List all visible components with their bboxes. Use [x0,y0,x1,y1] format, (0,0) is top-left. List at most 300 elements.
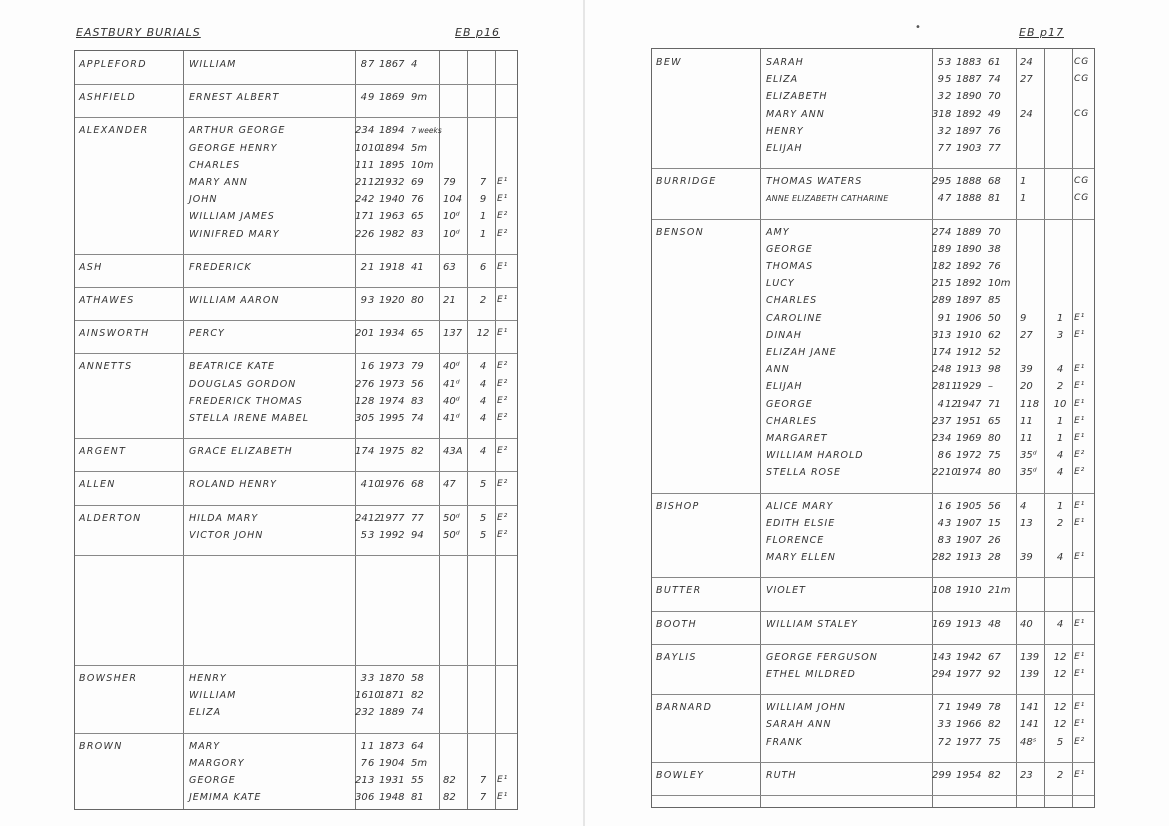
entry-day: 3 [937,719,944,731]
entry-name: JEMIMA KATE [189,792,262,804]
entry-c1: 50ᵈ [443,529,460,541]
entry-day: 11 [355,159,368,171]
entry-c2: 5 [1056,736,1064,748]
family-block [652,49,1094,168]
family-block [652,493,1094,578]
entry-year: 1918 [379,261,405,273]
entry-name: RUTH [766,769,797,781]
entry-year: 1976 [379,479,405,491]
entry-c3: E¹ [1074,381,1086,392]
entry-month: 3 [945,57,952,68]
entry-c2: 1 [1056,500,1064,512]
entry-age: 80 [988,432,1001,444]
entry-c3: E¹ [497,261,509,272]
entry-c3: CG [1074,74,1090,85]
entry-c3: E¹ [1074,618,1086,629]
entry-name: LUCY [766,278,795,290]
burial-entry [652,275,1094,292]
burial-entry [652,532,1094,549]
entry-year: 1888 [956,176,982,188]
entry-c2: 4 [479,395,487,407]
entry-year: 1992 [379,529,405,541]
entry-month: 3 [368,774,375,786]
entry-day: 10 [932,585,945,597]
entry-c3: E¹ [1074,415,1086,426]
entry-c1: 27 [1020,74,1033,86]
burial-entry [652,447,1094,464]
entry-c3: E¹ [1074,398,1086,409]
entry-day: 24 [355,512,368,524]
burial-entry [652,498,1094,515]
entry-month: 7 [945,193,952,205]
entry-name: WINIFRED MARY [189,228,280,240]
entry-age: 65 [988,415,1001,427]
entry-name: GEORGE [189,774,236,786]
entry-c3: E¹ [1074,329,1086,340]
entry-day: 22 [355,228,368,240]
entry-day: 5 [360,529,367,541]
entry-c3: E² [497,211,509,222]
burial-entry [75,292,517,309]
entry-month: 2 [945,91,952,103]
entry-age: 75 [988,450,1001,462]
entry-age: 52 [988,346,1001,358]
entry-c1: 27 [1020,329,1033,341]
entry-c1: 39 [1020,552,1033,564]
burial-entry [652,699,1094,716]
entry-c3: CG [1074,193,1090,204]
entry-age: 82 [988,769,1001,781]
entry-name: ERNEST ALBERT [189,92,280,104]
entry-name: ELIZA [189,707,222,719]
entry-day: 7 [937,702,944,714]
entry-c1: 40 [1020,618,1033,630]
entry-year: 1907 [956,534,982,546]
burial-entry [652,258,1094,275]
family-block [652,219,1094,493]
entry-year: 1883 [956,57,982,68]
entry-day: 17 [355,211,368,223]
entry-c3: E¹ [1074,668,1086,679]
entry-name: ETHEL MILDRED [766,668,856,680]
entry-age: 21m [988,585,1011,597]
entry-day: 22 [932,467,945,479]
entry-month: 11 [945,381,958,393]
entry-c2: 2 [1056,769,1064,781]
entry-day: 8 [937,450,944,462]
burial-entry [75,140,517,157]
entry-name: DOUGLAS GORDON [189,378,297,390]
burial-entry [75,772,517,789]
entry-name: WILLIAM [189,690,237,702]
entry-year: 1954 [956,769,982,781]
entry-age: 5m [411,757,428,769]
entry-day: 28 [932,381,945,393]
entry-month: 3 [945,719,952,731]
entry-day: 5 [937,57,944,68]
burial-entry [75,122,517,139]
entry-year: 1897 [956,125,982,137]
entry-year: 1912 [956,346,982,358]
entry-month: 7 [945,143,952,154]
entry-c1: 118 [1020,398,1040,410]
entry-age: 70 [988,226,1001,238]
entry-month: 5 [945,176,952,188]
entry-c3: E¹ [497,792,509,803]
entry-day: 21 [932,278,945,290]
entry-c1: 10ᵈ [443,211,460,223]
entry-month: 4 [945,432,952,444]
entry-name: ELIZABETH [766,91,828,103]
entry-c2: 4 [479,378,487,390]
left-page [0,0,583,826]
surname: ANNETTS [79,361,133,373]
entry-c3: E¹ [1074,702,1086,713]
entry-age: 28 [988,552,1001,564]
entry-month: 5 [368,412,375,424]
entry-name: ELIZAH JANE [766,346,837,358]
entry-month: 3 [368,529,375,541]
entry-day: 3 [937,91,944,103]
entry-day: 17 [932,346,945,358]
entry-day: 31 [932,329,945,341]
entry-age: 82 [411,446,424,458]
entry-name: FREDERICK THOMAS [189,395,303,407]
entry-name: EDITH ELSIE [766,517,836,529]
entry-c3: E¹ [1074,552,1086,563]
burial-entry [652,106,1094,123]
entry-name: CHARLES [766,295,818,307]
entry-day: 21 [355,176,368,188]
entry-name: ELIZA [766,74,799,86]
entry-name: ROLAND HENRY [189,479,277,491]
surname: BAYLIS [656,651,697,663]
entry-day: 9 [937,312,944,324]
entry-day: 30 [355,412,368,424]
entry-month: 2 [368,707,375,719]
entry-year: 1948 [379,792,405,804]
entry-year: 1932 [379,176,405,188]
entry-age: 80 [988,467,1001,479]
entry-c2: 4 [1056,552,1064,564]
burial-entry [652,616,1094,633]
entry-c3: E² [1074,450,1086,461]
entry-name: VICTOR JOHN [189,529,264,541]
entry-age: 94 [411,529,424,541]
entry-age: 76 [988,260,1001,272]
entry-c1: 11 [1020,432,1033,444]
family-block [75,733,517,810]
entry-year: 1889 [956,226,982,238]
entry-day: 16 [932,618,945,630]
entry-month: 3 [945,651,952,663]
entry-age: 58 [411,673,424,684]
entry-name: WILLIAM STALEY [766,618,858,630]
entry-day: 24 [355,194,368,206]
burial-entry [75,259,517,276]
entry-c2: 4 [1056,467,1064,479]
entry-age: 82 [988,719,1001,731]
entry-c2: 2 [1056,517,1064,529]
entry-year: 1892 [956,260,982,272]
entry-c2: 7 [479,792,487,804]
entry-month: 3 [945,517,952,529]
entry-month: 5 [945,278,952,290]
entry-year: 1963 [379,211,405,223]
entry-age: – [988,381,993,393]
entry-age: 7 weeks [411,126,442,136]
burial-entry [652,241,1094,258]
surname: BOWSHER [79,673,138,684]
burial-entry [652,361,1094,378]
entry-c2: 1 [1056,415,1064,427]
entry-c3: E¹ [497,295,509,305]
entry-age: 74 [988,74,1001,86]
entry-age: 81 [411,792,424,804]
entry-c3: E¹ [497,328,509,339]
family-block [75,555,517,665]
page-ref-left: EB p16 [455,26,500,39]
family-block [75,471,517,504]
entry-name: STELLA IRENE MABEL [189,412,309,424]
entry-age: 74 [411,707,424,719]
family-block [652,577,1094,610]
entry-name: JOHN [189,194,218,206]
entry-year: 1934 [379,328,405,340]
entry-c3: CG [1074,57,1090,67]
entry-c1: 48ˢ [1020,736,1037,748]
entry-c3: E² [1074,467,1086,478]
entry-age: 55 [411,774,424,786]
entry-day: 8 [937,534,944,546]
entry-c3: CG [1074,176,1090,187]
burial-entry [75,191,517,208]
family-block [652,611,1094,644]
entry-c2: 4 [479,446,487,458]
entry-c2: 5 [479,512,487,524]
burial-entry [652,88,1094,105]
entry-c1: 141 [1020,719,1040,731]
family-block [75,438,517,471]
burial-entry [652,767,1094,784]
entry-c1: 139 [1020,651,1040,663]
entry-age: 65 [411,328,424,340]
entry-c1: 20 [1020,381,1033,393]
entry-age: 38 [988,243,1001,255]
entry-month: 3 [945,534,952,546]
entry-year: 1929 [956,381,982,393]
entry-c1: 35ᵈ [1020,450,1037,462]
entry-day: 24 [932,364,945,376]
surname: BISHOP [656,500,700,512]
burial-entry [652,378,1094,395]
entry-year: 1966 [956,719,982,731]
entry-c2: 2 [479,295,487,306]
entry-name: FREDERICK [189,261,252,273]
entry-c3: E² [497,228,509,239]
entry-name: GEORGE [766,243,813,255]
entry-month: 10 [945,467,958,479]
entry-c2: 4 [479,361,487,373]
entry-year: 1890 [956,243,982,255]
entry-name: ARTHUR GEORGE [189,125,286,137]
surname: ALEXANDER [79,125,149,137]
entry-name: HENRY [766,125,804,137]
entry-c3: E² [497,378,509,389]
entry-day: 17 [355,446,368,458]
entry-c3: E² [497,446,509,457]
entry-c1: 13 [1020,517,1033,529]
family-block [75,117,517,253]
entry-name: ELIJAH [766,143,803,154]
entry-age: 9m [411,92,428,104]
entry-name: PERCY [189,328,225,340]
entry-year: 1905 [956,500,982,512]
entry-name: CAROLINE [766,312,823,324]
entry-year: 1995 [379,412,405,424]
entry-age: 82 [411,690,424,702]
entry-day: 29 [932,769,945,781]
entry-c1: 43A [443,446,463,458]
entry-month: 9 [945,618,952,630]
entry-name: GEORGE HENRY [189,142,278,154]
entry-month: 6 [368,757,375,769]
entry-c3: E² [497,479,509,490]
entry-month: 10 [368,690,381,702]
entry-c3: E² [497,412,509,423]
entry-year: 1940 [379,194,405,206]
entry-age: 68 [988,176,1001,188]
entry-name: WILLIAM JAMES [189,211,275,223]
entry-name: BEATRICE KATE [189,361,276,373]
entry-month: 9 [945,769,952,781]
burial-entry [75,226,517,243]
entry-name: THOMAS [766,260,814,272]
entry-year: 1910 [956,585,982,597]
entry-c1: 41ᵈ [443,378,460,390]
entry-c1: 24 [1020,57,1033,68]
ledger-left [74,50,518,810]
entry-year: 1897 [956,295,982,307]
entry-name: STELLA ROSE [766,467,842,479]
entry-c2: 6 [479,261,487,273]
entry-year: 1942 [956,651,982,663]
entry-age: 77 [988,143,1001,154]
entry-c1: 41ᵈ [443,412,460,424]
entry-c1: 141 [1020,702,1040,714]
entry-month: 4 [945,226,952,238]
entry-year: 1892 [956,278,982,290]
entry-age: 81 [988,193,1001,205]
surname: BENSON [656,226,705,238]
entry-age: 10m [988,278,1011,290]
entry-c3: E¹ [1074,719,1086,730]
entry-c1: 82 [443,774,456,786]
entry-c2: 4 [1056,364,1064,376]
surname: BROWN [79,740,123,752]
burial-entry [652,292,1094,309]
surname: BOWLEY [656,769,705,781]
entry-c2: 7 [479,176,487,188]
entry-year: 1910 [956,329,982,341]
entry-name: MARGARET [766,432,828,444]
burial-entry [75,670,517,687]
entry-year: 1869 [379,92,405,104]
entry-year: 1888 [956,193,982,205]
entry-c1: 137 [443,328,463,340]
surname: BARNARD [656,702,713,714]
entry-c1: 10ᵈ [443,228,460,240]
entry-year: 1913 [956,364,982,376]
entry-month: 7 [945,415,952,427]
entry-day: 27 [932,226,945,238]
entry-name: ANNE ELIZABETH CATHARINE [766,194,889,204]
entry-age: 80 [411,295,424,306]
entry-name: VIOLET [766,585,806,597]
entry-c3: E¹ [1074,432,1086,443]
entry-age: 78 [988,702,1001,714]
family-block [75,665,517,733]
burial-entry [75,325,517,342]
entry-month: 6 [945,450,952,462]
entry-day: 29 [932,668,945,680]
entry-day: 31 [932,108,945,120]
entry-name: MARY ANN [766,108,825,120]
entry-month: 6 [368,792,375,804]
entry-year: 1913 [956,618,982,630]
entry-day: 14 [932,651,945,663]
surname: ALDERTON [79,512,142,524]
entry-month: 4 [368,125,375,137]
entry-name: WILLIAM [189,59,237,70]
burial-entry [75,358,517,375]
entry-month: 6 [368,228,375,240]
right-page [585,0,1169,826]
entry-month: 10 [368,142,381,154]
entry-month: 1 [368,328,375,340]
entry-c3: E² [497,512,509,523]
burial-entry [652,649,1094,666]
entry-c3: E¹ [497,194,509,205]
surname: BOOTH [656,618,697,630]
entry-month: 12 [945,398,958,410]
entry-year: 1904 [379,757,405,769]
entry-day: 23 [932,432,945,444]
entry-age: 50 [988,312,1001,324]
entry-age: 15 [988,517,1001,529]
entry-age: 70 [988,91,1001,103]
entry-c3: E¹ [1074,364,1086,375]
entry-year: 1972 [956,450,982,462]
entry-day: 4 [360,92,367,104]
entry-age: 69 [411,176,424,188]
entry-year: 1973 [379,361,405,373]
entry-day: 3 [360,673,367,684]
entry-c2: 2 [1056,381,1064,393]
burial-entry [75,174,517,191]
family-block [652,644,1094,694]
entry-c1: 1 [1020,193,1027,205]
burial-entry [652,430,1094,447]
entry-name: SARAH [766,57,804,68]
family-block [75,254,517,287]
entry-day: 9 [360,295,367,306]
entry-year: 1894 [379,142,405,154]
entry-day: 4 [360,479,367,491]
burial-entry [652,464,1094,481]
entry-year: 1931 [379,774,405,786]
entry-age: 56 [411,378,424,390]
